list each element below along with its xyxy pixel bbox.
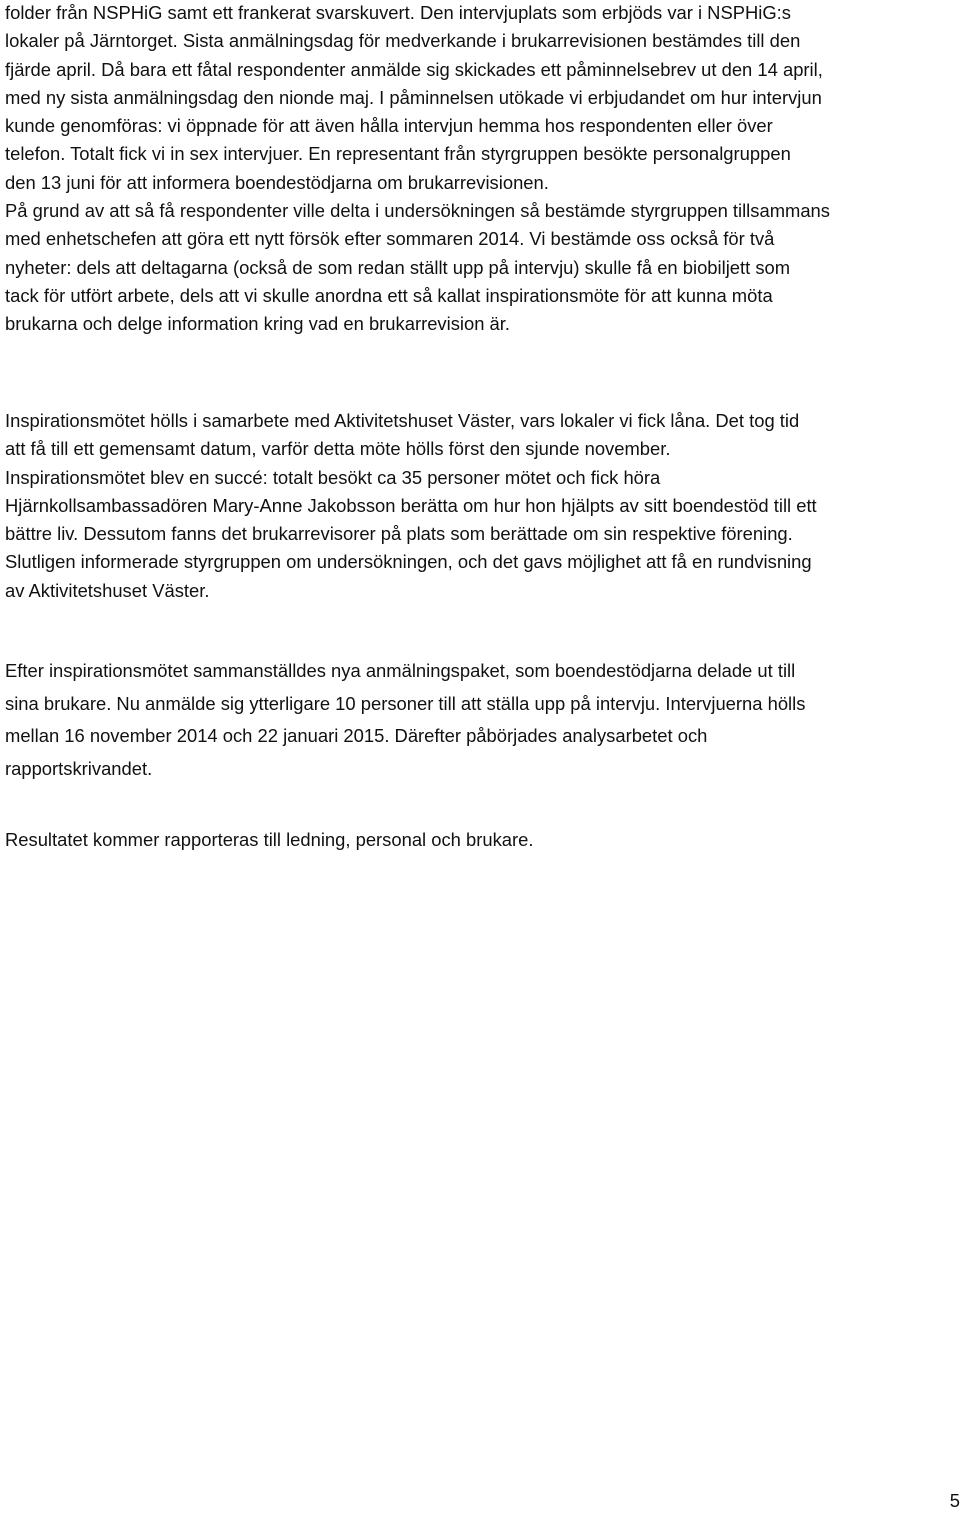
text-line: tack för utfört arbete, dels att vi skulle anordna ett så kallat inspirationsmöte för att kunna möta — [5, 284, 773, 306]
paragraph-inspiration-meeting — [5, 407, 955, 605]
page-number: 5 — [949, 1490, 960, 1511]
text-line: På grund av att så få respondenter ville delta i undersökningen så bestämde styrgruppen tillsammans — [5, 200, 830, 222]
text-line: att få till ett gemensamt datum, varför detta möte hölls först den sjunde november. — [5, 438, 671, 460]
text-line: kunde genomföras: vi öppnade för att även hålla intervjun hemma hos respondenten eller över — [5, 115, 773, 137]
paragraph-new-registrations — [5, 655, 955, 785]
text-line: brukarna och delge information kring vad en brukarrevision är. — [5, 313, 510, 335]
text-line: Slutligen informerade styrgruppen om undersökningen, och det gavs möjlighet att få en rundvisning — [5, 551, 812, 573]
text-line: rapportskrivandet. — [5, 757, 153, 779]
text-line: fjärde april. Då bara ett fåtal respondenter anmälde sig skickades ett påminnelsebrev ut den 14 april, — [5, 58, 823, 80]
text-line: sina brukare. Nu anmälde sig ytterligare 10 personer till att ställa upp på intervju. Intervjuerna hölls — [5, 692, 806, 714]
text-line: telefon. Totalt fick vi in sex intervjuer. En representant från styrgruppen besökte personalgruppen — [5, 143, 791, 165]
text-line: nyheter: dels att deltagarna (också de som redan ställt upp på intervju) skulle få en biobiljett som — [5, 256, 791, 278]
text-line: Resultatet kommer rapporteras till ledning, personal och brukare. — [5, 829, 534, 850]
text-line: Hjärnkollsambassadören Mary-Anne Jakobsson berätta om hur hon hjälpts av sitt boendestöd till ett — [5, 494, 817, 516]
text-line: lokaler på Järntorget. Sista anmälningsdag för medverkande i brukarrevisionen bestämdes till den — [5, 30, 801, 52]
text-line: med ny sista anmälningsdag den nionde maj. I påminnelsen utökade vi erbjudandet om hur intervjun — [5, 86, 822, 108]
text-line: Inspirationsmötet hölls i samarbete med Aktivitetshuset Väster, vars lokaler vi fick låna. Det tog tid — [5, 410, 800, 431]
text-line: bättre liv. Dessutom fanns det brukarrevisorer på plats som berättade om sin respektive förening. — [5, 523, 793, 545]
text-line: den 13 juni för att informera boendestödjarna om brukarrevisionen. — [5, 171, 549, 193]
paragraph-process-description — [5, 0, 955, 339]
text-line: med enhetschefen att göra ett nytt försök efter sommaren 2014. Vi bestämde oss också för två — [5, 228, 775, 250]
text-line: folder från NSPHiG samt ett frankerat svarskuvert. Den intervjuplats som erbjöds var i NSPHiG:s — [5, 2, 791, 23]
text-line: av Aktivitetshuset Väster. — [5, 579, 210, 601]
paragraph-results — [5, 826, 955, 854]
text-line: Inspirationsmötet blev en succé: totalt besökt ca 35 personer mötet och fick höra — [5, 466, 661, 488]
text-line: Efter inspirationsmötet sammanställdes nya anmälningspaket, som boendestödjarna delade ut till — [5, 660, 796, 681]
text-line: mellan 16 november 2014 och 22 januari 2015. Därefter påbörjades analysarbetet och — [5, 725, 708, 746]
